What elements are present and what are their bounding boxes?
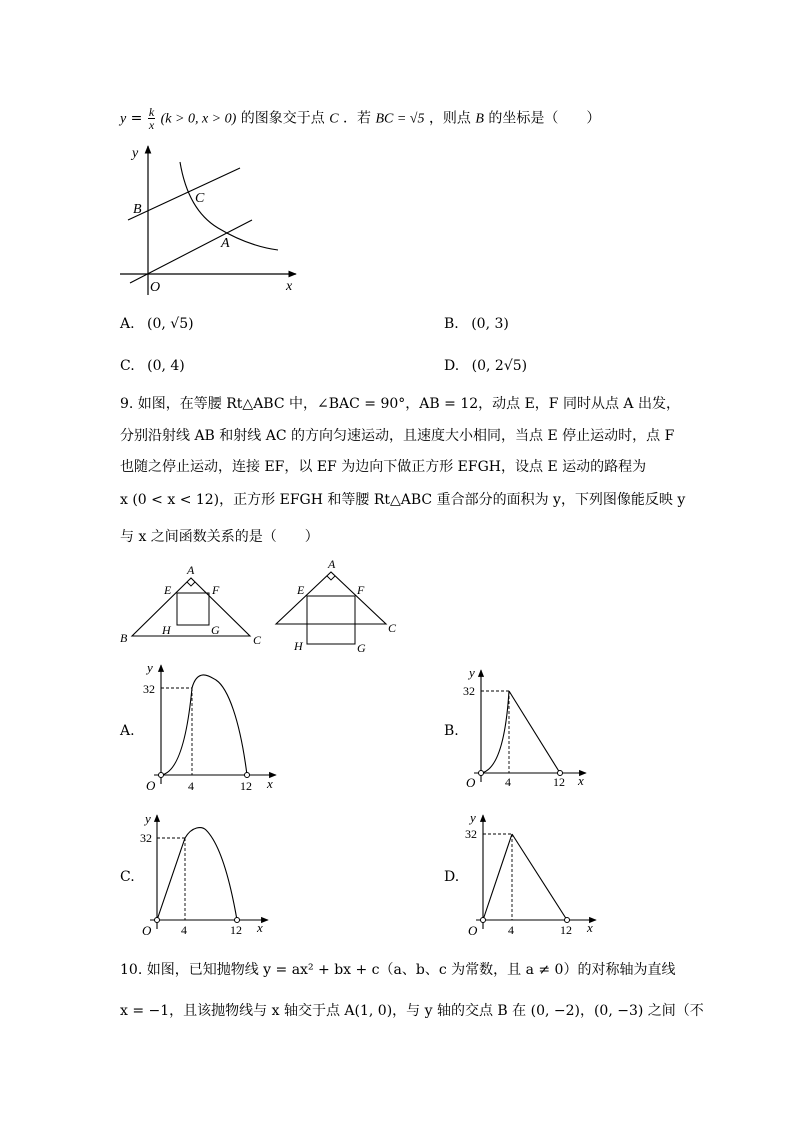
q8-text1: 的图象交于点 (240, 110, 325, 127)
q8-option-b[interactable] (444, 314, 509, 334)
q9-fig2-e: E (297, 583, 305, 597)
q9-figure-1 (118, 562, 268, 652)
q9-ga-4: 4 (188, 779, 194, 793)
q8-label-a: A (221, 236, 230, 251)
q9-fig1-h: H (162, 623, 171, 637)
q9-gb-origin-dot (479, 771, 484, 776)
q8-text2: ．若 (343, 110, 371, 127)
q8-point-b: B (475, 111, 484, 127)
q9-line4: x (0 < x < 12)，正方形 EFGH 和等腰 Rt△ABC 重合部分的面积为 y，下列图像能反映 y (120, 492, 686, 508)
q9-gd-rise (483, 834, 512, 920)
q9-gd-end-dot (565, 918, 570, 923)
q8-frac-den: x (148, 118, 155, 132)
q8-option-b-value: (0, 3) (471, 316, 509, 332)
q8-condition: (k > 0, x > 0) (160, 111, 237, 127)
q9-fig1-c: C (253, 633, 262, 647)
q9-fig2-h: H (294, 639, 303, 653)
q8-eq: = (130, 110, 143, 127)
q9-gd-fall (512, 834, 567, 920)
q9-fig2-c: C (388, 621, 397, 635)
q8-option-b-label: B. (444, 316, 459, 332)
q9-graph-d (460, 810, 610, 940)
q9-gb-32: 32 (463, 684, 475, 698)
q9-gc-12: 12 (230, 923, 242, 937)
q9-ga-12: 12 (240, 779, 252, 793)
q8-label-c: C (195, 191, 205, 206)
q9-gb-o: O (466, 775, 476, 790)
q8-option-c[interactable] (120, 356, 185, 376)
q8-option-d[interactable] (444, 356, 527, 376)
q9-line1: 9. 如图，在等腰 Rt△ABC 中，∠BAC = 90°，AB = 12，动点 E，F 同时从点 A 出发， (120, 396, 680, 412)
q8-text3: ，则点 (428, 110, 471, 127)
q8-stem (120, 106, 600, 131)
q9-gc-origin-dot (155, 918, 160, 923)
q9-gc-o: O (142, 923, 152, 938)
q8-fraction (148, 106, 155, 131)
q8-option-d-label: D. (444, 358, 460, 374)
q10-line1: 10. 如图，已知抛物线 y = ax² + bx + c（a、b、c 为常数，且 a ≠ 0）的对称轴为直线 (120, 962, 676, 978)
q9-fig1-triangle (132, 578, 250, 636)
q8-frac-num: k (148, 105, 155, 119)
q9-fig2-right-angle (327, 576, 335, 580)
q9-option-b[interactable]: B. (444, 723, 459, 739)
q9-ga-curve (161, 675, 247, 775)
q9-gc-y: y (145, 811, 151, 826)
q9-option-a[interactable]: A. (120, 723, 135, 739)
q9-ga-x: x (267, 776, 273, 791)
q8-option-c-value: (0, 4) (147, 358, 185, 374)
q9-fig1-right-angle (187, 582, 195, 586)
q8-label-o: O (150, 280, 161, 295)
q9-gb-x: x (578, 773, 584, 788)
q9-gc-curve (157, 828, 237, 920)
q10-line2: x = −1，且该抛物线与 x 轴交于点 A(1, 0)，与 y 轴的交点 B 在 (0, −2)，(0, −3) 之间（不 (120, 1003, 704, 1019)
q9-fig1-g: G (211, 623, 220, 637)
q9-ga-o: O (146, 778, 156, 793)
q9-gc-32: 32 (140, 831, 152, 845)
q8-label-b: B (133, 202, 142, 217)
q9-ga-32: 32 (143, 682, 155, 696)
q9-fig2-a: A (328, 557, 336, 571)
q8-figure (118, 140, 303, 300)
q9-gb-y: y (469, 665, 475, 680)
q9-fig1-square (177, 593, 209, 625)
q9-graph-a (140, 660, 290, 795)
q9-gc-x: x (257, 920, 263, 935)
q9-graph-c (140, 810, 280, 940)
q9-gb-4: 4 (505, 775, 511, 789)
q9-option-c[interactable]: C. (120, 869, 135, 885)
q9-gd-o: O (468, 923, 478, 938)
q9-figure-2 (272, 556, 402, 658)
q8-option-a-label: A. (120, 316, 135, 332)
q9-option-d[interactable]: D. (444, 869, 460, 885)
q9-gd-y: y (470, 810, 476, 825)
q9-gd-4: 4 (508, 923, 514, 937)
q8-label-x: x (286, 279, 293, 294)
q9-line2: 分别沿射线 AB 和射线 AC 的方向匀速运动，且速度大小相同，当点 E 停止运动时，点 F (120, 428, 675, 444)
q9-ga-y: y (147, 660, 153, 675)
q9-line5: 与 x 之间函数关系的是（ ） (120, 529, 319, 545)
q8-bc-expr: BC = √5 (375, 111, 425, 127)
q9-fig2-f: F (357, 583, 365, 597)
q9-fig2-square (307, 596, 355, 644)
q9-gb-curve (481, 691, 509, 773)
q9-gd-origin-dot (481, 918, 486, 923)
q9-fig1-f: F (212, 583, 220, 597)
q9-line3: 也随之停止运动，连接 EF，以 EF 为边向下做正方形 EFGH，设点 E 运动的路程为 (120, 459, 647, 475)
q9-fig1-a: A (187, 563, 195, 577)
q8-line-bc (128, 168, 240, 220)
q9-ga-origin-dot (159, 773, 164, 778)
q9-gd-12: 12 (560, 923, 572, 937)
q8-label-y: y (132, 146, 139, 161)
q9-ga-end-dot (245, 773, 250, 778)
q9-fig2-g: G (357, 641, 366, 655)
q8-text4: 的坐标是（ ） (488, 110, 601, 127)
q8-option-a[interactable] (120, 314, 194, 334)
q9-gb-12: 12 (553, 775, 565, 789)
q9-fig1-b: B (120, 631, 128, 645)
q9-graph-b (460, 665, 600, 790)
q9-gd-x: x (587, 920, 593, 935)
q8-option-c-label: C. (120, 358, 135, 374)
q8-y-var: y (120, 111, 127, 127)
q9-fig1-e: E (164, 583, 172, 597)
q9-gc-4: 4 (181, 923, 187, 937)
q9-gb-line (509, 691, 560, 773)
q8-point-c: C (329, 111, 339, 127)
q9-gd-32: 32 (465, 827, 477, 841)
q8-option-a-value: (0, √5) (147, 316, 194, 332)
q9-gc-end-dot (235, 918, 240, 923)
q8-option-d-value: (0, 2√5) (471, 358, 528, 374)
